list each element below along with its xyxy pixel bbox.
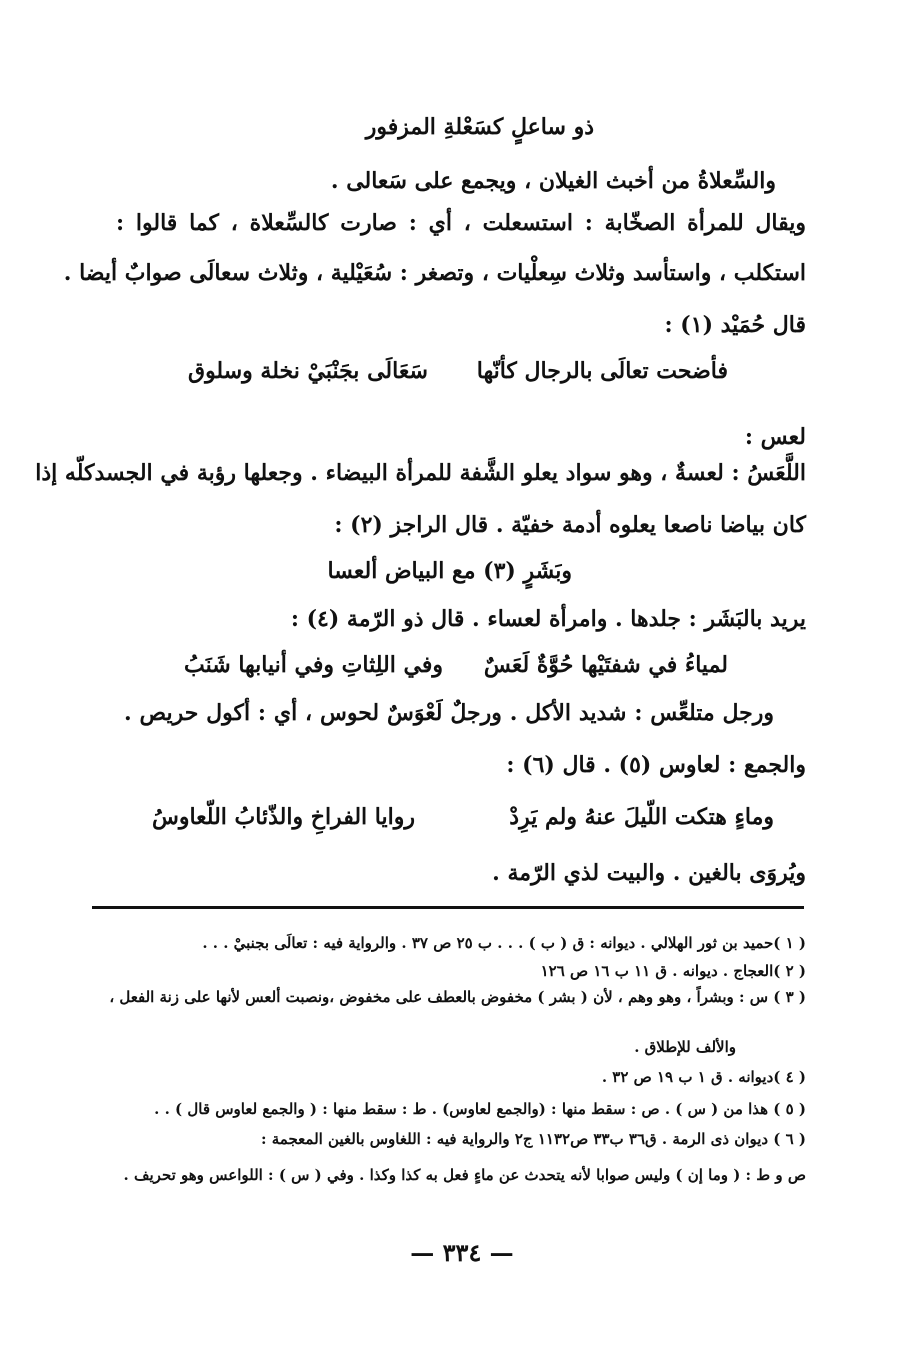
verse-hemistich-left: سَعَالَى بجَنْبَيْ نخلة وسلوق: [188, 358, 428, 384]
paragraph-line: ويُروَى بالغين . والبيت لذي الرّمة .: [492, 860, 806, 886]
paragraph-line: اللَّعَسُ : لعسةٌ ، وهو سواد يعلو الشَّفة للمرأة البيضاء . وجعلها رؤبة في الجسدكلّه إذا: [35, 460, 806, 486]
paragraph-line: يريد بالبَشَر : جلدها . وامرأة لعساء . قال ذو الرّمة (٤) :: [290, 606, 806, 632]
paragraph-line: والجمع : لعاوس (٥) . قال (٦) :: [506, 752, 806, 778]
footnote: ( ٤ )ديوانه . ق ١ ب ١٩ ص ٣٢ .: [601, 1068, 806, 1086]
verse-hemistich-right: وماءٍ هتكت اللّيلَ عنهُ ولم يَرِدْ: [509, 804, 774, 830]
footnote: ( ٣ ) س : وبشراً ، وهو وهم ، لأن ( بشر ) مخفوض بالعطف على مخفوض ،ونصبت ألعس لأنها على زنة الفعل ،: [109, 988, 806, 1006]
paragraph-line: ورجل متلعِّس : شديد الأكل . ورجلٌ لَعْوَسٌ لحوس ، أي : أكول حريص .: [124, 700, 774, 726]
footnote-separator: [92, 906, 804, 909]
footnote: ( ١ )حميد بن ثور الهلالي . ديوانه : ق ( ب ) . . . ب ٢٥ ص ٣٧ . والرواية فيه : تعالَى بجنبيْ . . .: [202, 934, 806, 952]
verse-hemistich-right: لمياءُ في شفتَيْها حُوَّةٌ لَعَسٌ: [483, 652, 728, 678]
footnote: ( ٢ )العجاج . ديوانه . ق ١١ ب ١٦ ص ١٢٦: [540, 962, 806, 980]
page-number: — ٣٣٤ —: [410, 1238, 514, 1267]
verse-hemistich-right: فأضحت تعالَى بالرجال كأنّها: [476, 358, 728, 384]
paragraph-line: قال حُمَيْد (١) :: [664, 312, 806, 338]
verse-hemistich-left: روايا الفراخِ والذّئابُ اللّعاوسُ: [152, 804, 415, 830]
paragraph-line: كان بياضا ناصعا يعلوه أدمة خفيّة . قال الراجز (٢) :: [334, 512, 806, 538]
verse-hemistich-left: وفي اللِثاتِ وفي أنيابها شَنَبُ: [184, 652, 443, 678]
footnote: ( ٦ ) ديوان ذى الرمة . ق٣٦ ب٣٣ ص١١٣٢ ج٢ والرواية فيه : اللغاوس بالغين المعجمة :: [261, 1130, 806, 1148]
verse-line: وبَشَرٍ (٣) مع البياض ألعسا: [327, 558, 572, 584]
verse-fragment: ذو ساعلٍ كسَعْلةِ المزفور: [365, 114, 594, 140]
entry-heading: لعس :: [744, 424, 806, 450]
footnote-continuation: ص و ط : ( وما إن ) وليس صوابا لأنه يتحدث عن ماءٍ فعل به كذا وكذا . وفي ( س ) : اللواعس وهو تحريف .: [123, 1166, 806, 1184]
paragraph-line: والسِّعلاةُ من أخبث الغيلان ، ويجمع على سَعالى .: [330, 168, 776, 194]
paragraph-line: استكلب ، واستأسد وثلاث سِعلْيات ، وتصغر : سُعَيْلية ، وثلاث سعالَى صوابٌ أيضا .: [63, 260, 806, 286]
footnote: ( ٥ ) هذا من ( س ) . ص : سقط منها : (والجمع لعاوس) . ط : سقط منها : ( والجمع لعاوس قال ) . .: [154, 1100, 806, 1118]
footnote-continuation: والألف للإطلاق .: [634, 1038, 736, 1056]
paragraph-line: ويقال للمرأة الصخّابة : استسعلت ، أي : صارت كالسِّعلاة ، كما قالوا :: [116, 210, 806, 236]
